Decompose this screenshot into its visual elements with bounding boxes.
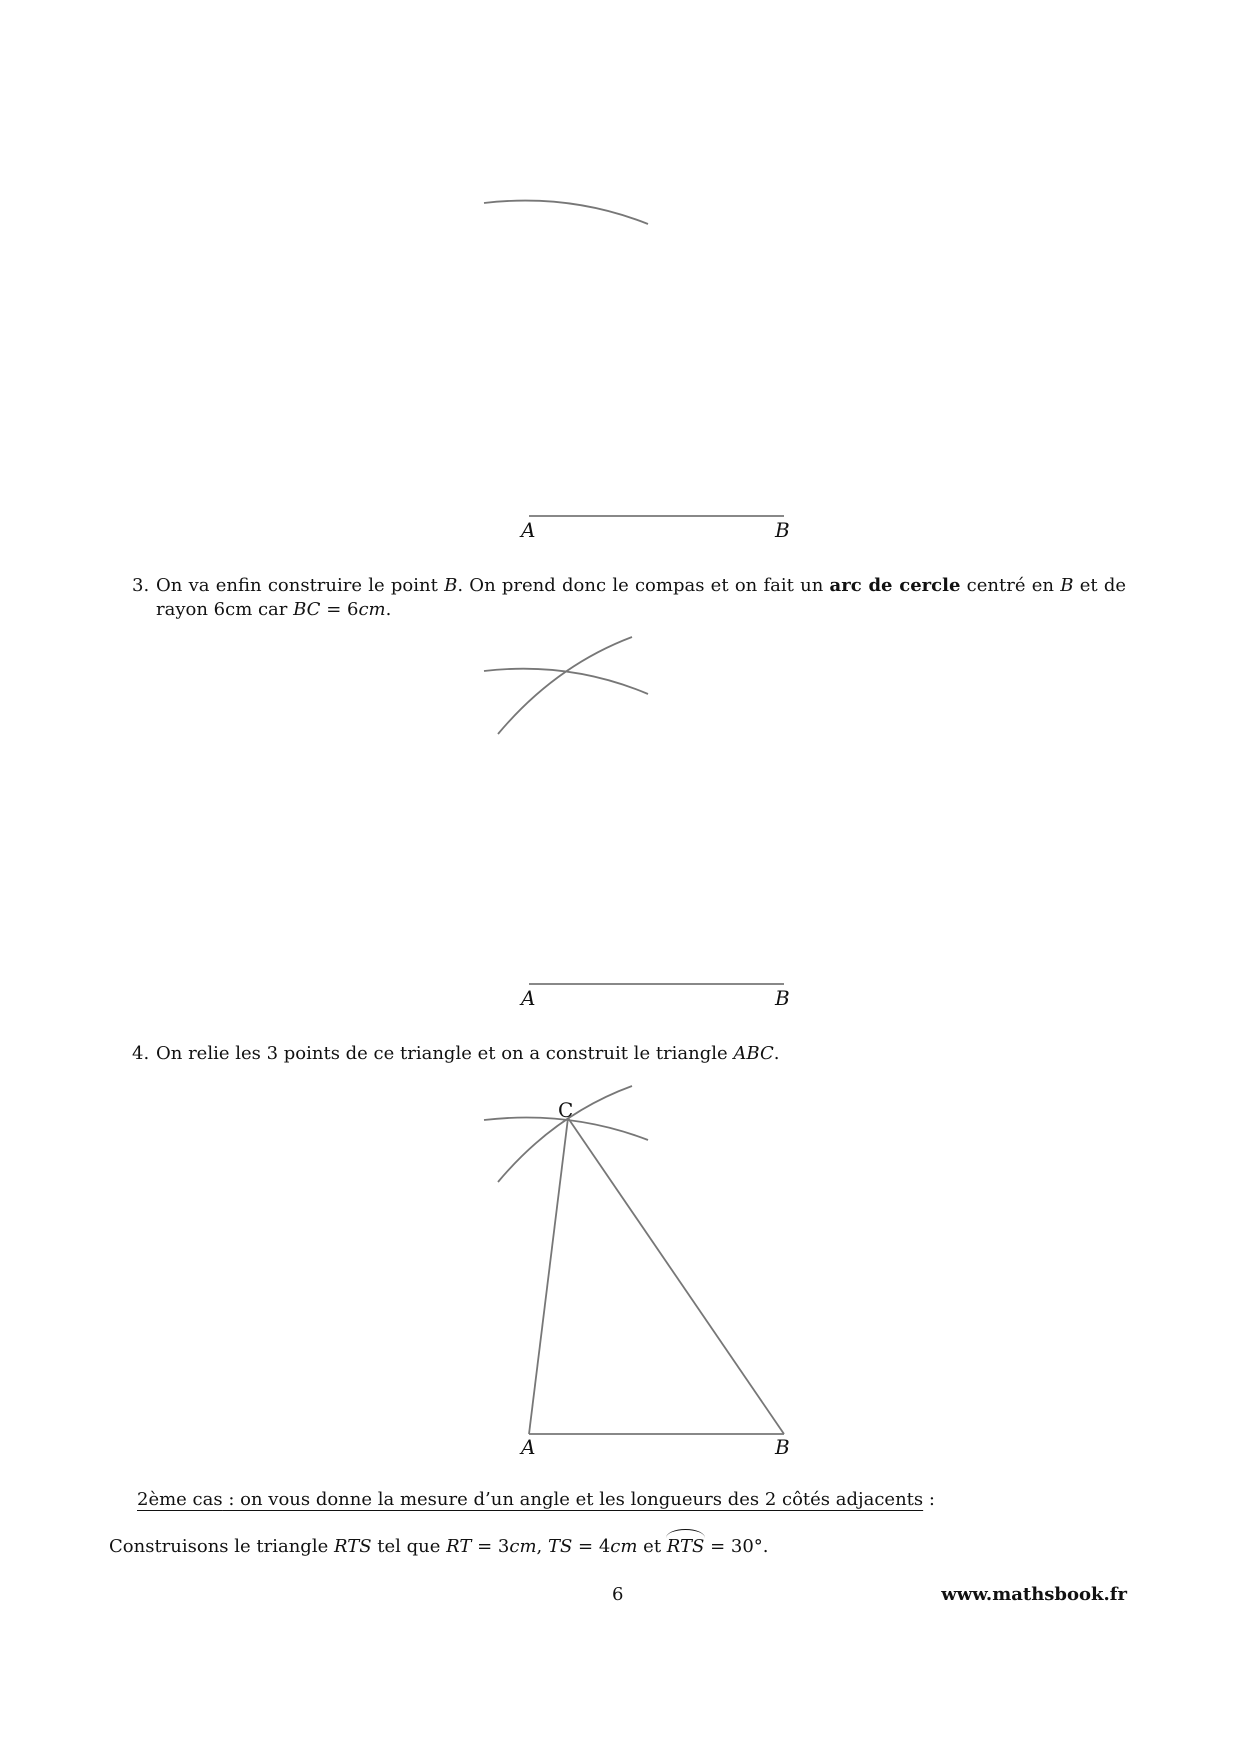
page-number: 6: [612, 1584, 624, 1605]
side-bc: [568, 1118, 784, 1434]
website-link[interactable]: www.mathsbook.fr: [941, 1584, 1127, 1605]
construct-statement: Construisons le triangle RTS tel que RT = 3cm, TS = 4cm et RTS = 30°.: [109, 1536, 769, 1557]
step-4-number: 4.: [132, 1043, 150, 1064]
step-4: [132, 1042, 1126, 1066]
label-c: C: [558, 1098, 574, 1122]
figure-step3: [0, 620, 1239, 1020]
label-a: A: [521, 518, 536, 542]
figure-step2: [0, 0, 1239, 560]
step-3-number: 3.: [132, 575, 150, 596]
label-a: A: [521, 1435, 536, 1459]
label-b: B: [775, 1435, 790, 1459]
side-ac: [529, 1118, 568, 1434]
step-3-text: On va enfin construire le point B. On prend donc le compas et on fait un arc de cercle centré en B et de rayon 6cm car BC = 6cm.: [156, 575, 1126, 620]
case-2-heading: 2ème cas : on vous donne la mesure d’un angle et les longueurs des 2 côtés adjacents :: [137, 1489, 935, 1510]
step-3: [132, 574, 1126, 622]
figure-step4: [0, 1075, 1239, 1465]
angle-rts: RTS: [666, 1536, 705, 1557]
case-2-title: 2ème cas : on vous donne la mesure d’un angle et les longueurs des 2 côtés adjacents: [137, 1489, 924, 1510]
label-b: B: [775, 518, 790, 542]
arc-from-b: [498, 637, 632, 734]
label-b: B: [775, 986, 790, 1010]
step-4-text: On relie les 3 points de ce triangle et on a construit le triangle ABC.: [156, 1043, 780, 1064]
label-a: A: [521, 986, 536, 1010]
arc-from-a: [484, 201, 648, 224]
